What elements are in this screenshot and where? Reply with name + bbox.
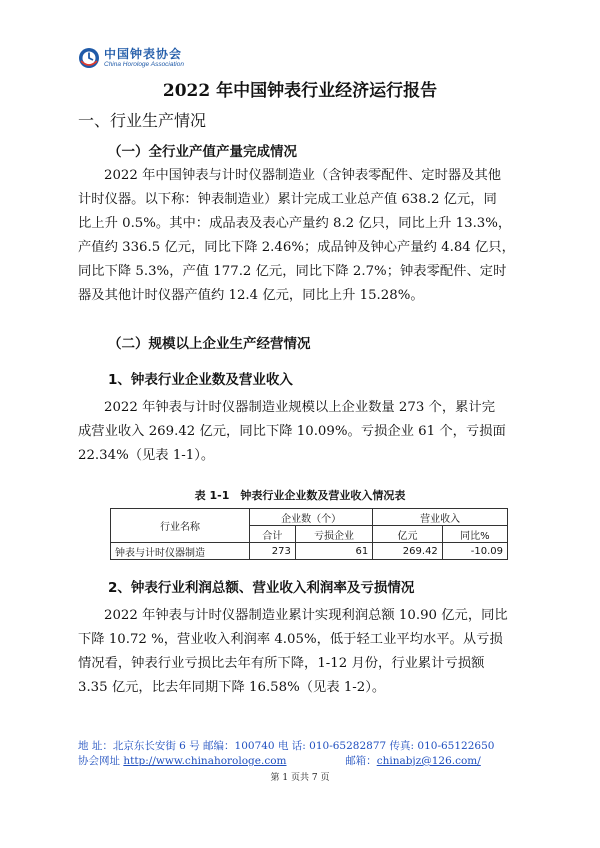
cell-total: 273	[250, 543, 296, 560]
logo-name-en: China Horologe Association	[104, 60, 184, 68]
association-emblem-icon	[78, 47, 100, 69]
website-link[interactable]: http://www.chinahorologe.com	[123, 755, 287, 767]
paragraph-output	[78, 164, 524, 308]
document-title: 2022 年中国钟表行业经济运行报告	[162, 81, 438, 101]
subheader-yoy: 同比%	[442, 526, 507, 543]
cell-amount: 269.42	[373, 543, 443, 560]
text-line: 成营业收入 269.42 亿元，同比下降 10.09%。亏损企业 61 个，亏损面	[78, 424, 506, 439]
text-line: 情况看，钟表行业亏损比去年有所下降，1-12 月份，行业累计亏损额	[78, 656, 485, 671]
text-line: 器及其他计时仪器产值约 12.4 亿元，同比上升 15.28%。	[78, 288, 424, 303]
table-row	[111, 543, 508, 560]
text-line: 同比下降 5.3%，产值 177.2 亿元，同比下降 2.7%；钟表零配件、定时	[78, 264, 507, 279]
email-link[interactable]: chinabjz@126.com/	[376, 755, 481, 767]
table-header-row	[111, 509, 508, 526]
cell-industry-name: 钟表与计时仪器制造	[111, 543, 250, 560]
subheader-total: 合计	[250, 526, 296, 543]
text-line: 22.34%（见表 1-1）。	[78, 448, 215, 463]
text-line: 2022 年中国钟表与计时仪器制造业（含钟表零配件、定时器及其他	[104, 168, 502, 183]
subheading-profit: 2、钟表行业利润总额、营业收入利润率及亏损情况	[108, 580, 415, 596]
subheader-amount: 亿元	[373, 526, 443, 543]
subheading-output: （一）全行业产值产量完成情况	[108, 144, 297, 160]
text-line: 3.35 亿元，比去年同期下降 16.58%（见表 1-2）。	[78, 680, 386, 695]
text-line: 下降 10.72 %，营业收入利润率 4.05%，低于轻工业平均水平。从亏损	[78, 632, 503, 647]
header-revenue: 营业收入	[373, 509, 508, 526]
text-line: 产值约 336.5 亿元，同比下降 2.46%；成品钟及钟心产量约 4.84 亿只，	[78, 240, 515, 255]
text-line: 2022 年钟表与计时仪器制造业规模以上企业数量 273 个，累计完	[104, 400, 496, 415]
subheader-loss: 亏损企业	[295, 526, 372, 543]
cell-loss: 61	[295, 543, 372, 560]
logo-name-cn: 中国钟表协会	[104, 46, 183, 61]
website-label: 协会网址	[78, 755, 124, 767]
email-label: 邮箱：	[345, 755, 377, 767]
text-line: 计时仪器。以下称：钟表制造业）累计完成工业总产值 638.2 亿元，同	[78, 192, 497, 207]
table-caption: 表 1-1 钟表行业企业数及营业收入情况表	[194, 489, 406, 502]
footer-address: 地 址：北京东长安街 6 号 邮编：100740 电 话: 010-65282877 传真: 010-65122650	[78, 740, 495, 752]
paragraph-profit	[78, 604, 524, 700]
paragraph-revenue	[78, 396, 524, 468]
enterprise-revenue-table	[110, 508, 508, 560]
subheading-enterprises: （二）规模以上企业生产经营情况	[108, 336, 311, 352]
association-logo	[78, 44, 208, 72]
subheading-revenue: 1、钟表行业企业数及营业收入	[108, 372, 293, 388]
text-line: 2022 年钟表与计时仪器制造业累计实现利润总额 10.90 亿元，同比	[104, 608, 508, 623]
header-enterprises: 企业数（个）	[250, 509, 373, 526]
header-industry: 行业名称	[111, 509, 250, 543]
page-number: 第 1 页共 7 页	[270, 773, 330, 783]
text-line: 比上升 0.5%。其中：成品表及表心产量约 8.2 亿只，同比上升 13.3%，	[78, 216, 512, 231]
section-heading-production: 一、行业生产情况	[78, 111, 207, 130]
cell-yoy: -10.09	[442, 543, 507, 560]
footer-contact	[78, 753, 481, 768]
